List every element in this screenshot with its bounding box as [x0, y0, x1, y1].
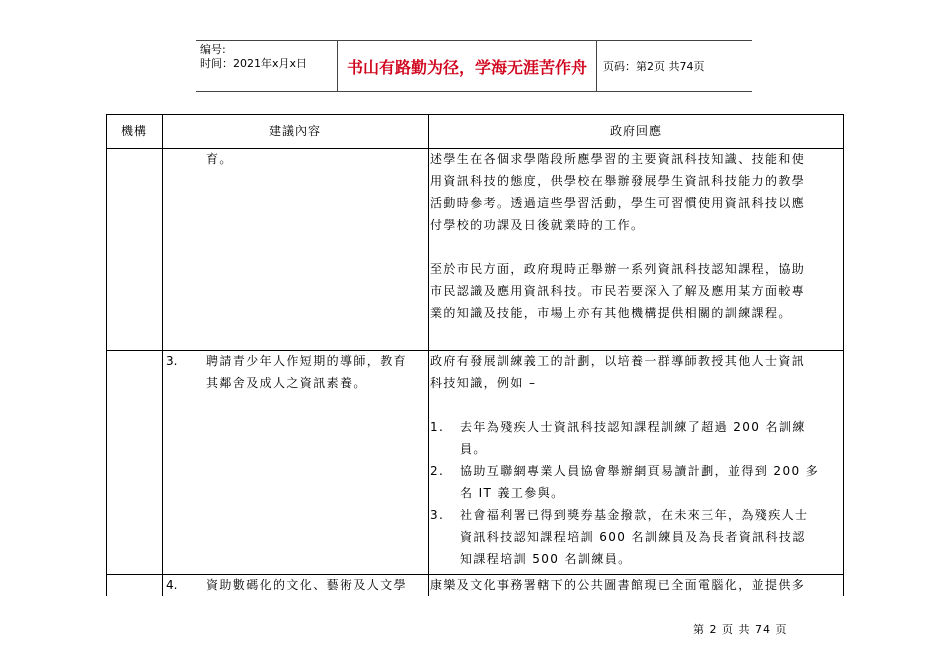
response-line: 科技知識，例如 – [430, 376, 537, 390]
row1-suggestion: 育。 [206, 152, 233, 166]
item-line: 去年為殘疾人士資訊科技認知課程訓練了超過 200 名訓練 [460, 420, 806, 434]
header-suggestion: 建議內容 [268, 124, 321, 138]
row2-number: 3. [166, 354, 178, 368]
number-label: 编号: [200, 43, 226, 56]
header-motto: 书山有路勤为径，学海无涯苦作舟 [338, 41, 597, 91]
response-line: 至於市民方面，政府現時正舉辦一系列資訊科技認知課程，協助 [430, 262, 806, 276]
row3-response: 康樂及文化事務署轄下的公共圖書館現已全面電腦化，並提供多 [430, 578, 806, 592]
item-number: 3. [430, 508, 445, 522]
header-meta [196, 41, 338, 91]
row3-number: 4. [166, 578, 178, 592]
item-line: 員。 [460, 442, 487, 456]
response-line: 活動時參考。透過這些學習活動，學生可習慣使用資訊科技以應 [430, 196, 806, 210]
header-page-info: 页码：第2页 共74页 [603, 60, 705, 73]
row3-suggestion: 資助數碼化的文化、藝術及人文學 [206, 578, 408, 592]
row2-response [430, 350, 842, 416]
list-item [430, 416, 842, 460]
header-response: 政府回應 [609, 124, 662, 138]
item-line: 社會福利署已得到獎券基金撥款，在未來三年，為殘疾人士 [460, 508, 809, 522]
item-line: 資訊科技認知課程培訓 600 名訓練員及為長者資訊科技認 [460, 530, 806, 544]
list-item [430, 460, 842, 504]
header-organisation: 機構 [120, 124, 147, 138]
response-line: 市民認識及應用資訊科技。市民若要深入了解及應用某方面較專 [430, 284, 806, 298]
item-line: 知課程培訓 500 名訓練員。 [460, 552, 632, 566]
page-footer: 第 2 页 共 74 页 [693, 623, 788, 636]
item-number: 1. [430, 420, 445, 434]
document-header [196, 40, 752, 92]
response-table [106, 114, 844, 596]
item-line: 協助互聯網專業人員協會舉辦網頁易讀計劃，並得到 200 多 [460, 464, 820, 478]
response-line: 用資訊科技的態度，供學校在舉辦發展學生資訊科技能力的教學 [430, 174, 806, 188]
row2-item-list [430, 416, 842, 570]
suggestion-line: 其鄰舍及成人之資訊素養。 [206, 376, 367, 390]
item-line: 名 IT 義工參與。 [460, 486, 565, 500]
item-number: 2. [430, 464, 445, 478]
response-line: 政府有發展訓練義工的計劃，以培養一群導師教授其他人士資訊 [430, 354, 806, 368]
response-line: 述學生在各個求學階段所應學習的主要資訊科技知識、技能和使 [430, 152, 806, 166]
time-label: 时间：2021年x月x日 [200, 57, 308, 70]
row2-suggestion [206, 350, 428, 394]
response-line: 業的知識及技能，市場上亦有其他機構提供相關的訓練課程。 [430, 306, 792, 320]
list-item [430, 504, 842, 570]
response-line: 付學校的功課及日後就業時的工作。 [430, 218, 645, 232]
row1-response [430, 148, 842, 324]
suggestion-line: 聘請青少年人作短期的導師，教育 [206, 354, 408, 368]
